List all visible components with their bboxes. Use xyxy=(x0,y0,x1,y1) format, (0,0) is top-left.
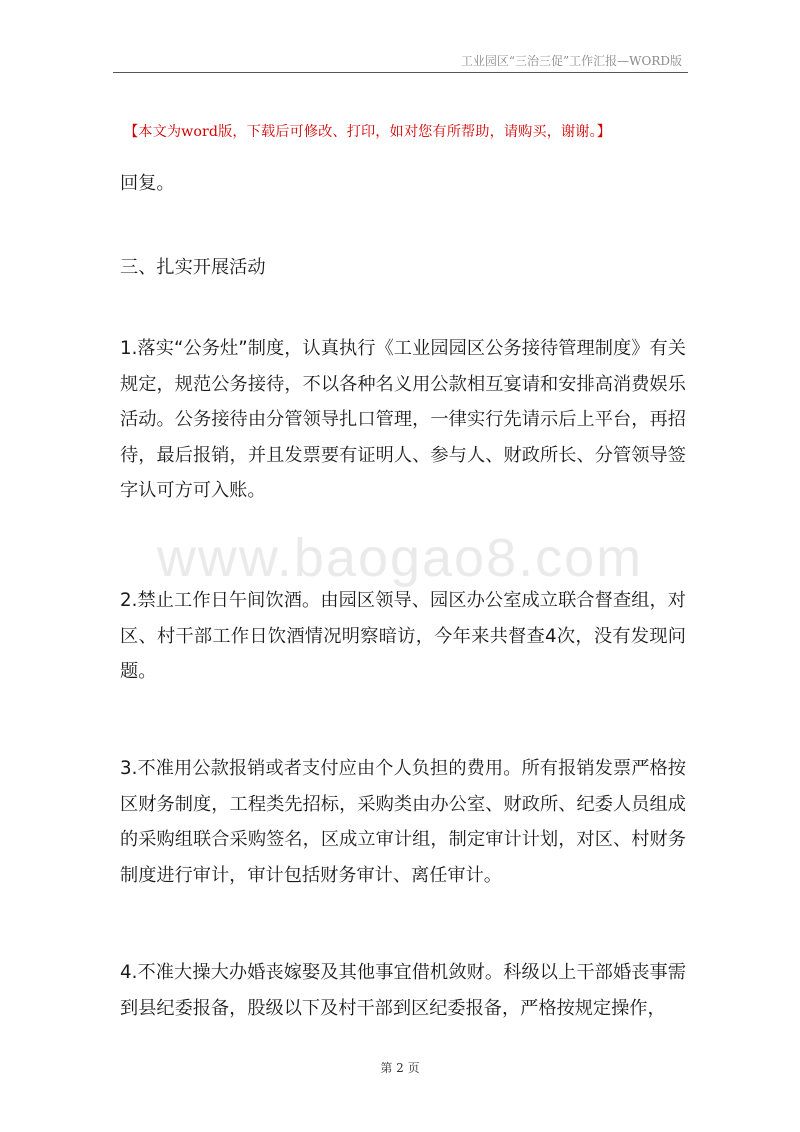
paragraph-continuation: 回复。 xyxy=(120,173,175,194)
page-number: 第 2 页 xyxy=(380,1061,420,1075)
page-header: 工业园区“三治三促”工作汇报—WORD版 xyxy=(460,54,682,68)
purchase-notice: 【本文为word版，下载后可修改、打印，如对您有所帮助，请购买，谢谢。】 xyxy=(124,124,612,140)
paragraph-item-2: 2.禁止工作日午间饮酒。由园区领导、园区办公室成立联合督查组，对区、村干部工作日饮酒情况明察暗访，今年来共督查4次，没有发现问题。 xyxy=(120,590,686,682)
paragraph-item-3: 3.不准用公款报销或者支付应由个人负担的费用。所有报销发票严格按区财务制度，工程类先招标，采购类由办公室、财政所、纪委人员组成的采购组联合采购签名，区成立审计组，制定审计计划，对区、村财务制度进行审计，审计包括财务审计、离任审计。 xyxy=(120,758,686,886)
paragraph-item-1: 1.落实“公务灶”制度，认真执行《工业园园区公务接待管理制度》有关规定，规范公务接待，不以各种名义用公款相互宴请和安排高消费娱乐活动。公务接待由分管领导扎口管理，一律实行先请示后上平台，再招待，最后报销，并且发票要有证明人、参与人、财政所长、分管领导签字认可方可入账。 xyxy=(120,338,686,501)
header-divider xyxy=(113,72,688,73)
section-heading: 三、扎实开展活动 xyxy=(120,257,266,278)
watermark: www.baogao8.com xyxy=(156,528,644,588)
paragraph-item-4: 4.不准大操大办婚丧嫁娶及其他事宜借机敛财。科级以上干部婚丧事需到县纪委报备，股级以下及村干部到区纪委报备，严格按规定操作， xyxy=(120,962,686,1019)
